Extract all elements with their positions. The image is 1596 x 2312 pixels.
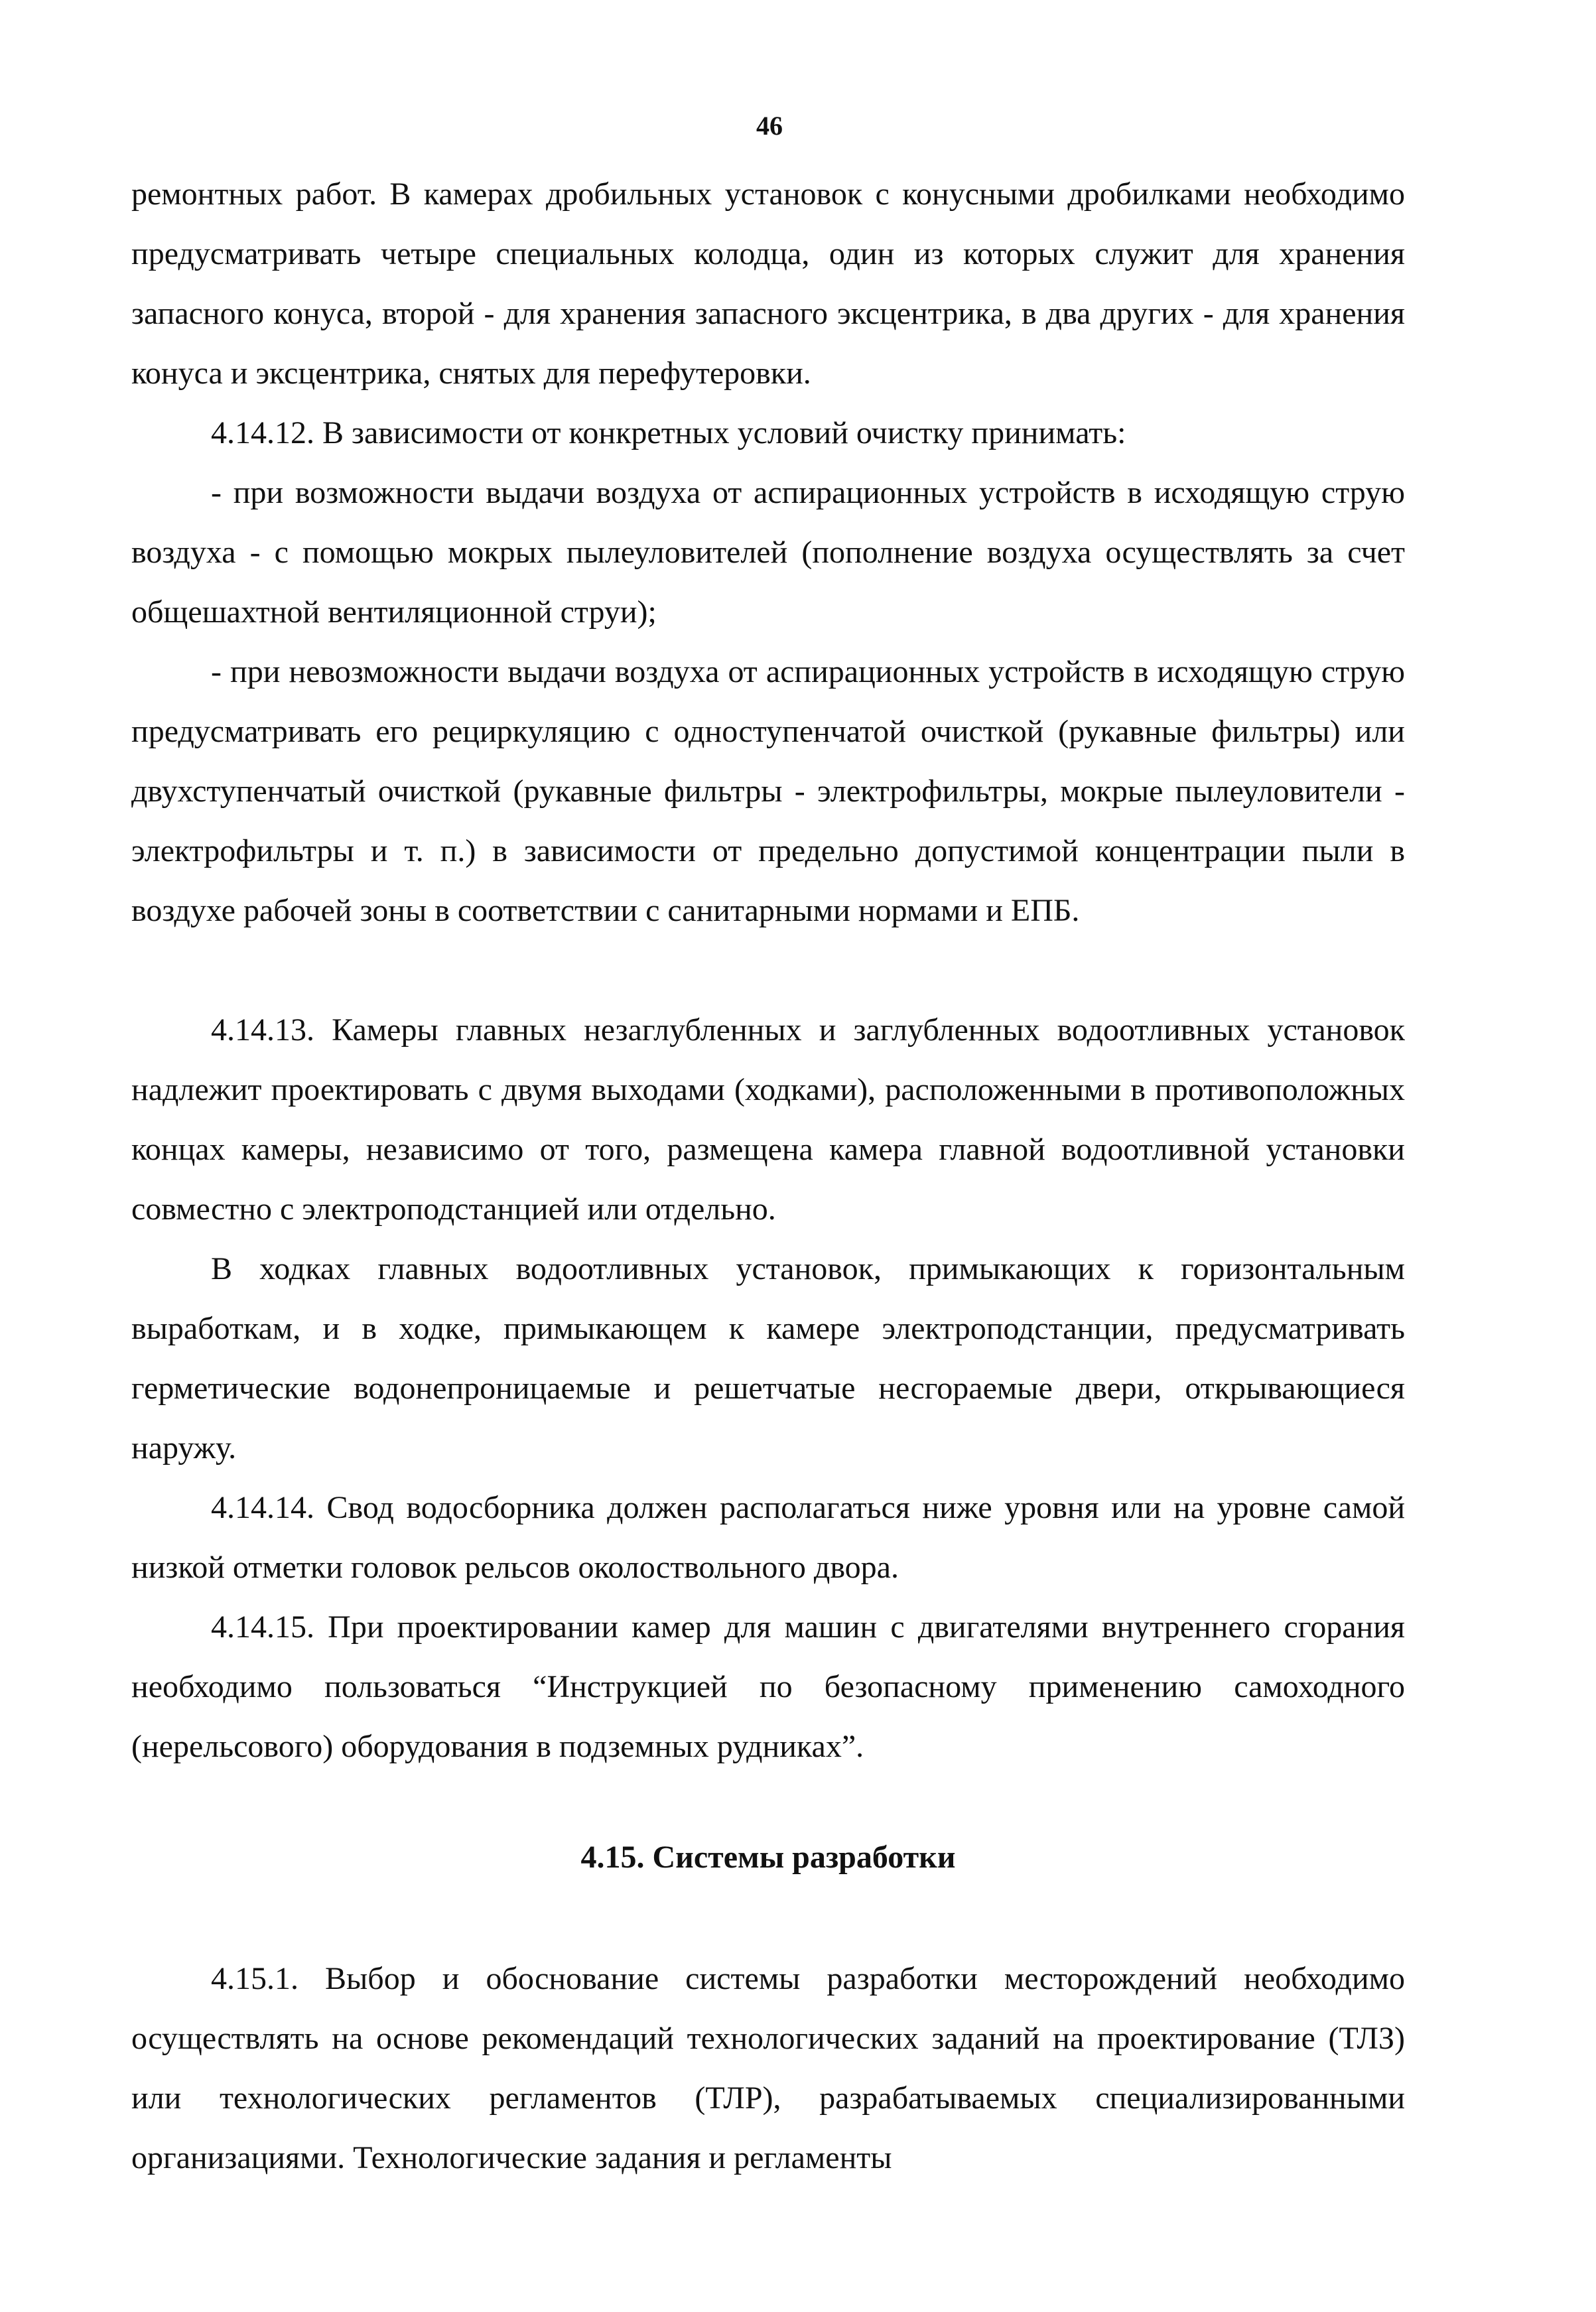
paragraph-4-14-15: 4.14.15. При проектировании камер для машин с двигателями внутреннего сгорания необходимо пользоваться “Инструкцией по безопасному применению самоходного (нерельсового) оборудования в подземных рудниках”.	[131, 1609, 1405, 1764]
paragraph-4-14-13: 4.14.13. Камеры главных незаглубленных и заглубленных водоотливных установок надлежит проектировать с двумя выходами (ходками), расположенными в противоположных концах камеры, независимо от того, размещена камера главной водоотливной установки совместно с электроподстанцией или отдельно.	[131, 1012, 1405, 1227]
page-number: 46	[756, 111, 783, 141]
paragraph-list-item-2: - при невозможности выдачи воздуха от аспирационных устройств в исходящую струю предусматривать его рециркуляцию с одноступенчатой очисткой (рукавные фильтры) или двухступенчатый очисткой (рукавные фильтры - электрофильтры, мокрые пылеуловители - электрофильтры и т. п.) в зависимости от предельно допустимой концентрации пыли в воздухе рабочей зоны в соответствии с санитарными нормами и ЕПБ.	[131, 654, 1405, 928]
paragraph-4-14-14: 4.14.14. Свод водосборника должен располагаться ниже уровня или на уровне самой низкой отметки головок рельсов околоствольного двора.	[131, 1490, 1405, 1585]
section-heading: 4.15. Системы разработки	[580, 1840, 956, 1875]
paragraph-4-15-1: 4.15.1. Выбор и обоснование системы разработки месторождений необходимо осуществлять на основе рекомендаций технологических заданий на проектирование (ТЛЗ) или технологических регламентов (ТЛР), разрабатываемых специализированными организациями. Технологические задания и регламенты	[131, 1961, 1405, 2175]
paragraph-continuation: ремонтных работ. В камерах дробильных установок с конусными дробилками необходимо предусматривать четыре специальных колодца, один из которых служит для хранения запасного конуса, второй - для хранения запасного эксцентрика, в два других - для хранения конуса и эксцентрика, снятых для перефутеровки.	[131, 176, 1405, 391]
paragraph-list-item-1: - при возможности выдачи воздуха от аспирационных устройств в исходящую струю воздуха - с помощью мокрых пылеуловителей (пополнение воздуха осуществлять за счет общешахтной вентиляционной струи);	[131, 475, 1405, 630]
paragraph-doors: В ходках главных водоотливных установок, примыкающих к горизонтальным выработкам, и в ходке, примыкающем к камере электроподстанции, предусматривать герметические водонепроницаемые и решетчатые несгораемые двери, открывающиеся наружу.	[131, 1251, 1405, 1465]
paragraph-4-14-12: 4.14.12. В зависимости от конкретных условий очистку принимать:	[211, 415, 1126, 450]
